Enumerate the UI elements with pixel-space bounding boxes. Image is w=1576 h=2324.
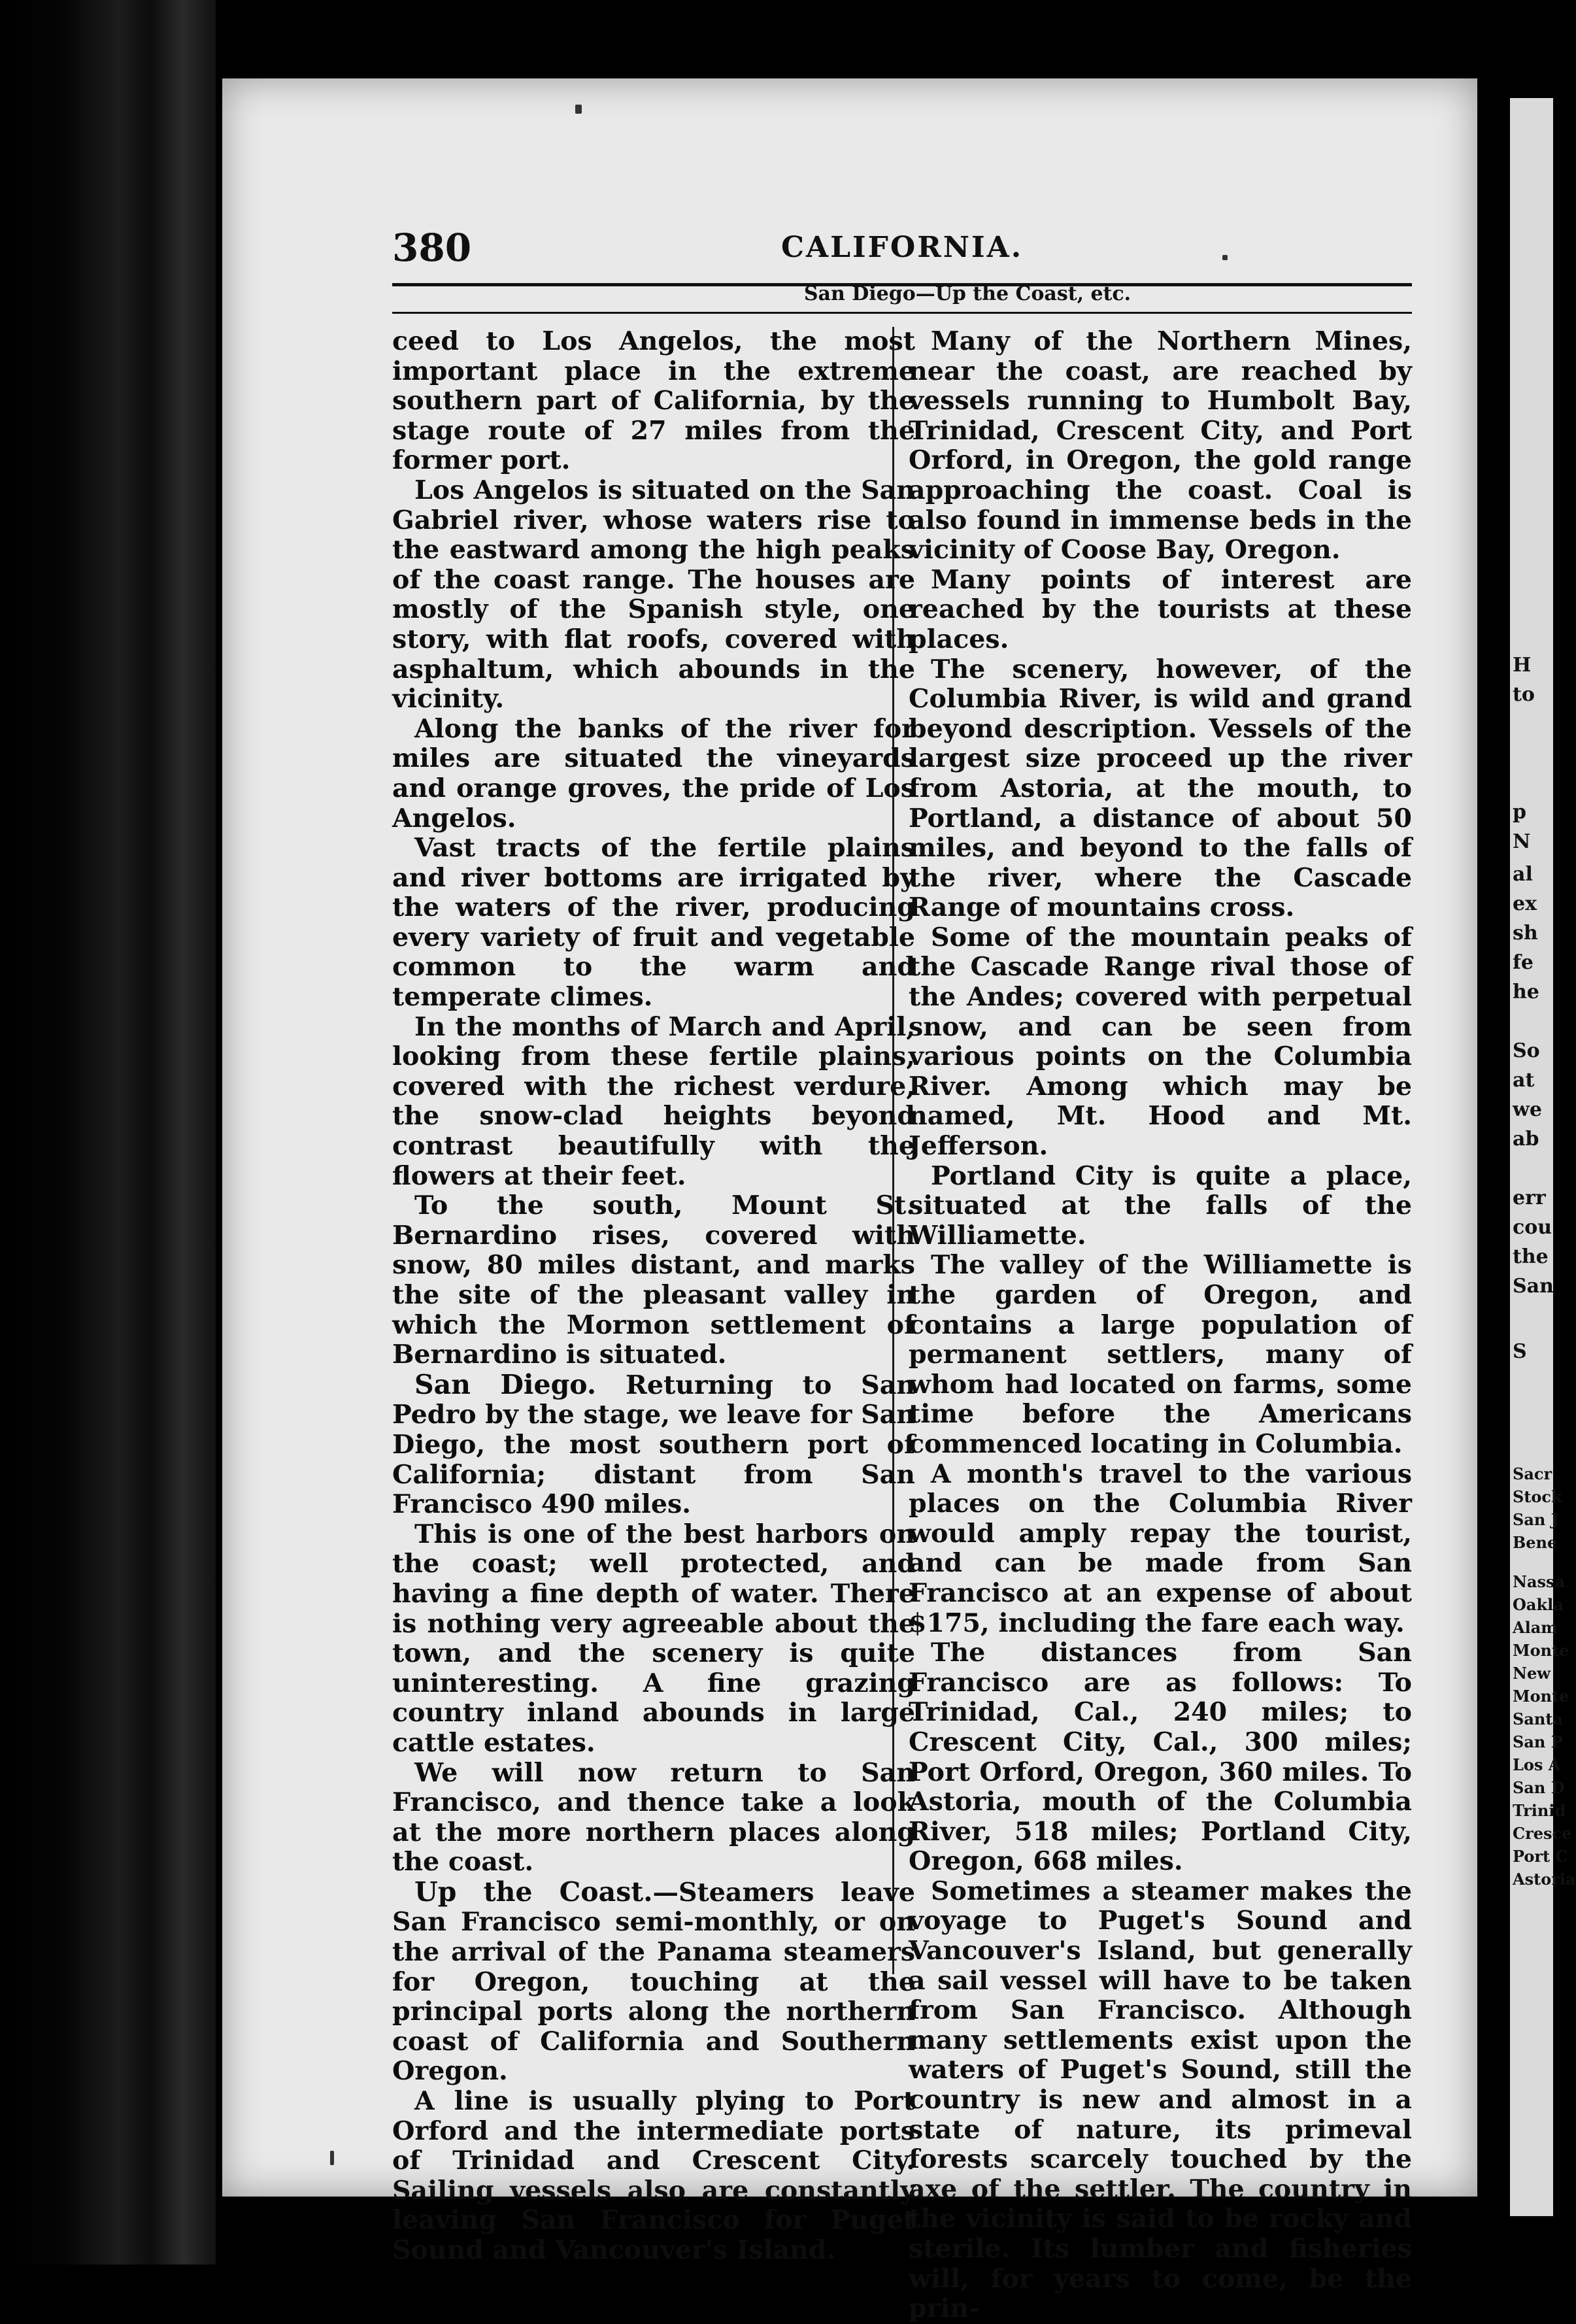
facing-fragment: Los A — [1513, 1755, 1561, 1774]
paragraph: Some of the mountain peaks of the Cascade Range rival those of the Andes; covered with perpetual snow, and can be seen from various points on the Columbia River. Among which may be named, Mt. Hood and Mt. Jefferson. — [909, 922, 1412, 1162]
facing-fragment: ab — [1513, 1128, 1539, 1151]
facing-fragment: err — [1513, 1187, 1546, 1209]
paragraph — [392, 1878, 915, 2087]
facing-fragment: Stock — [1513, 1487, 1562, 1506]
facing-fragment: Astoria — [1513, 1870, 1576, 1889]
facing-fragment: fe — [1513, 951, 1534, 974]
facing-fragment: S — [1513, 1340, 1527, 1363]
running-title: CALIFORNIA. — [780, 231, 1024, 264]
book-spine-shadow — [0, 0, 216, 2265]
paragraph: Many points of interest are reached by the tourists at these places. — [909, 564, 1412, 654]
facing-fragment: ex — [1513, 892, 1537, 915]
facing-fragment: San J — [1513, 1510, 1559, 1529]
ink-speck — [575, 105, 582, 114]
facing-fragment: Monte — [1513, 1687, 1569, 1706]
paragraph: Los Angelos is situated on the San Gabriel river, whose waters rise to the eastward among the high peaks of the coast range. The houses are mostly of the Spanish style, one story, with flat roofs, covered with asphaltum, which abounds in the vicinity. — [392, 475, 915, 715]
facing-fragment: he — [1513, 981, 1539, 1003]
facing-fragment: San — [1513, 1275, 1554, 1298]
facing-fragment: Cresce — [1513, 1824, 1572, 1843]
facing-fragment: Alam — [1513, 1618, 1558, 1637]
facing-fragment: Oakla — [1513, 1595, 1564, 1614]
facing-fragment: Trinid — [1513, 1801, 1566, 1820]
section-heading: Up the Coast. — [414, 1876, 653, 1908]
facing-fragment: Sacr — [1513, 1464, 1552, 1483]
paragraph: Along the banks of the river for miles are situated the vineyards and orange groves, the pride of Los Angelos. — [392, 713, 915, 834]
paragraph — [392, 1370, 915, 1520]
section-heading: San Diego. — [414, 1368, 597, 1400]
facing-fragment: So — [1513, 1039, 1540, 1062]
page-header — [392, 226, 1412, 278]
facing-fragment: p — [1513, 801, 1526, 824]
facing-page-edge — [1510, 98, 1576, 2216]
facing-fragment: al — [1513, 863, 1533, 886]
facing-fragment: N — [1513, 830, 1531, 853]
facing-fragment: we — [1513, 1098, 1542, 1121]
section-subtitle: San Diego—Up the Coast, etc. — [803, 282, 1132, 305]
facing-fragment: at — [1513, 1069, 1535, 1092]
ink-speck — [1222, 255, 1228, 260]
paragraph: Sometimes a steamer makes the voyage to Puget's Sound and Vancouver's Island, but generally a sail vessel will have to be taken from San Francisco. Although many settlements exist upon the waters of Puget's Sound, still the country is new and almost in a state of nature, its primeval forests scarcely touched by the axe of the settler. The country in the vicinity is said to be rocky and sterile. Its lumber and fisheries will, for years to come, be the prin- — [909, 1876, 1412, 2324]
facing-fragment: Monte — [1513, 1641, 1569, 1660]
ink-speck — [330, 2151, 334, 2165]
paragraph: To the south, Mount St. Bernardino rises, covered with snow, 80 miles distant, and marks the site of the pleasant valley in which the Mormon settlement of Bernardino is situated. — [392, 1190, 915, 1370]
left-column — [392, 327, 915, 2266]
facing-fragment: Bene — [1513, 1533, 1558, 1552]
right-column — [909, 327, 1412, 2324]
paragraph: The distances from San Francisco are as follows: To Trinidad, Cal., 240 miles; to Crescent City, Cal., 300 miles; Port Orford, Oregon, 360 miles. To Astoria, mouth of the Columbia River, 518 miles; Portland City, Oregon, 668 miles. — [909, 1638, 1412, 1877]
facing-fragment: San P — [1513, 1732, 1563, 1751]
paragraph: In the months of March and April, looking from these fertile plains, covered with the richest verdure, the snow-clad heights beyond contrast beautifully with the flowers at their feet. — [392, 1011, 915, 1191]
facing-fragment: sh — [1513, 922, 1538, 945]
paragraph: A month's travel to the various places on the Columbia River would amply repay the tourist, and can be made from San Francisco at an expense of about $175, including the fare each way. — [909, 1458, 1412, 1638]
paragraph: The scenery, however, of the Columbia River, is wild and grand beyond description. Vessels of the largest size proceed up the river from Astoria, at the mouth, to Portland, a distance of about 50 miles, and beyond to the falls of the river, where the Cascade Range of mountains cross. — [909, 654, 1412, 923]
paragraph-text: —Steamers leave San Francisco semi-monthly, or on the arrival of the Panama steamers for Oregon, touching at the principal ports along the northern coast of California and Southern Oregon. — [392, 1877, 915, 2087]
subtitle-rule — [392, 312, 1412, 314]
paragraph: Many of the Northern Mines, near the coast, are reached by vessels running to Humbolt Bay, Trinidad, Crescent City, and Port Orford, in Oregon, the gold range approaching the coast. Coal is also found in immense beds in the vicinity of Coose Bay, Oregon. — [909, 326, 1412, 565]
paragraph: The valley of the Williamette is the garden of Oregon, and contains a large population of permanent settlers, many of whom had located on farms, some time before the Americans commenced locating in Columbia. — [909, 1250, 1412, 1459]
paragraph: ceed to Los Angelos, the most important place in the extreme southern part of California, by the stage route of 27 miles from the former port. — [392, 326, 915, 476]
facing-fragment: Santa — [1513, 1709, 1563, 1728]
facing-fragment: New — [1513, 1664, 1551, 1683]
paragraph: Vast tracts of the fertile plains and river bottoms are irrigated by the waters of the river, producing every variety of fruit and vegetable common to the warm and temperate climes. — [392, 833, 915, 1013]
facing-fragment: cou — [1513, 1216, 1552, 1239]
page-number: 380 — [392, 226, 472, 270]
facing-fragment: San D — [1513, 1778, 1565, 1797]
paragraph: Portland City is quite a place, situated at the falls of the Williamette. — [909, 1160, 1412, 1251]
facing-fragment: the — [1513, 1245, 1549, 1268]
paragraph: We will now return to San Francisco, and thence take a look at the more northern places along the coast. — [392, 1757, 915, 1878]
facing-fragment: Port C — [1513, 1847, 1568, 1866]
facing-fragment: to — [1513, 683, 1535, 706]
facing-fragment: H — [1513, 654, 1532, 677]
paragraph: This is one of the best harbors on the coast; well protected, and having a fine depth of water. There is nothing very agreeable about the town, and the scenery is quite uninteresting. A fine grazing country inland abounds in large cattle estates. — [392, 1519, 915, 1758]
paragraph-text: Returning to San Pedro by the stage, we leave for San Diego, the most southern port of California; distant from San Francisco 490 miles. — [392, 1370, 916, 1520]
facing-fragment: Nassa — [1513, 1572, 1566, 1591]
paragraph: A line is usually plying to Port Orford and the intermediate ports of Trinidad and Crescent City. Sailing vessels also are constantly leaving San Francisco for Puget Sound and Vancouver's Island. — [392, 2086, 915, 2265]
